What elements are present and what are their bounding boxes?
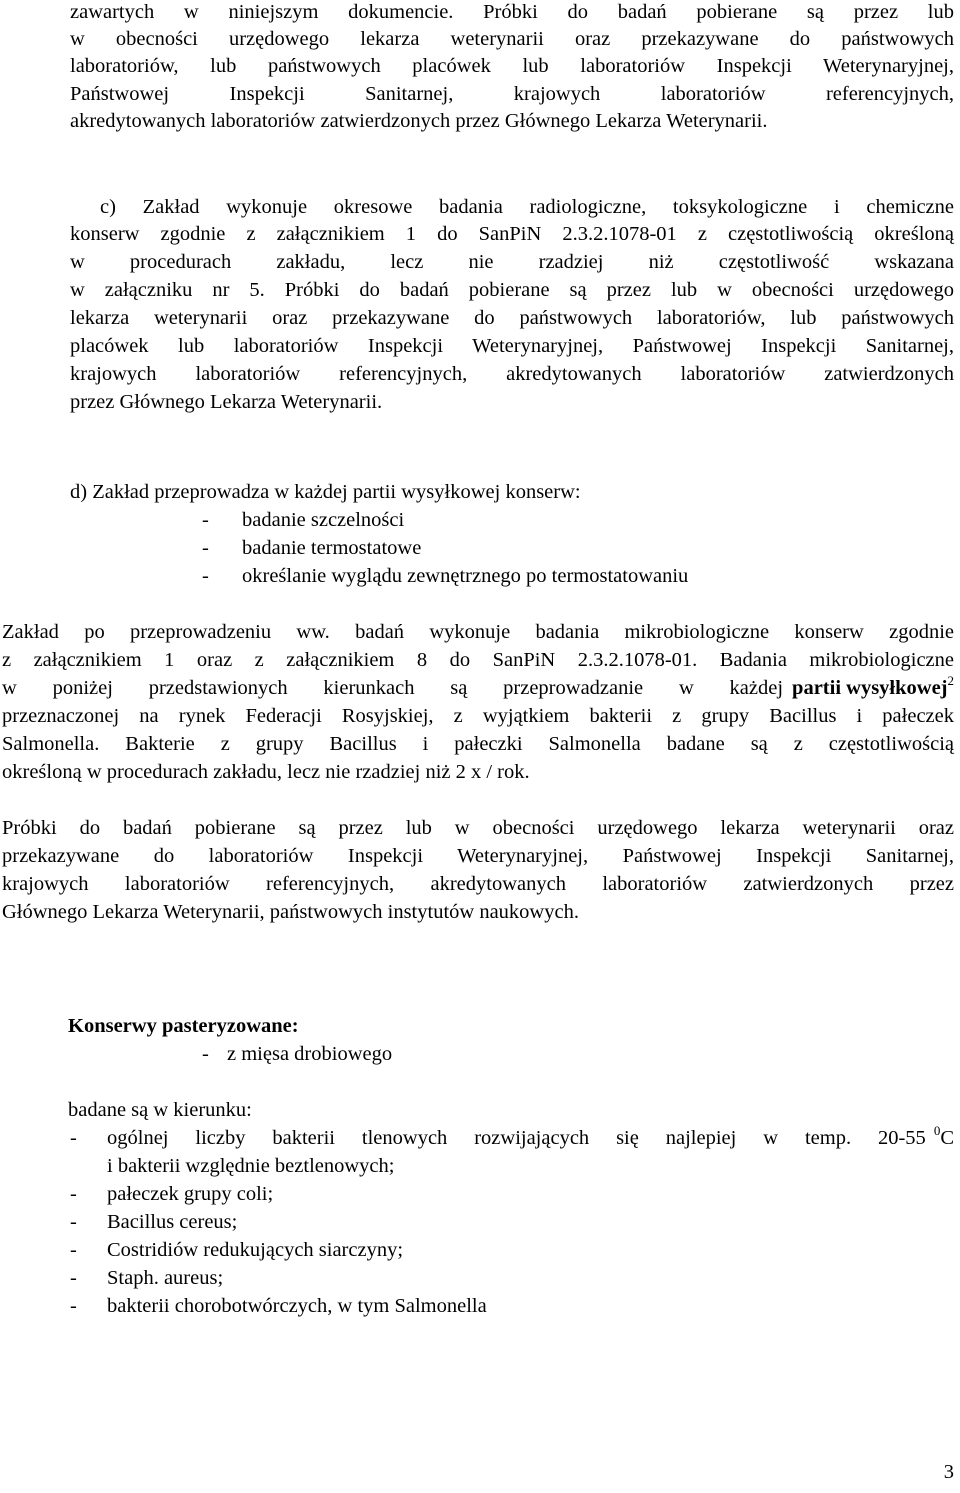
text-line: w procedurach zakładu, lecz nie rzadziej niż częstotliwość wskazana (70, 251, 954, 273)
text-line: przeznaczonej na rynek Federacji Rosyjskiej, z wyjątkiem bakterii z grupy Bacillus i pałeczek (2, 705, 954, 727)
list-dash: - (70, 1295, 77, 1317)
list-dash: - (202, 1043, 209, 1065)
text-line: przekazywane do laboratoriów Inspekcji Weterynaryjnej, Państwowej Inspekcji Sanitarnej, (2, 845, 954, 867)
unit-group (933, 1123, 954, 1149)
text-segment: ogólnej liczby bakterii tlenowych rozwijających się najlepiej w temp. 20-55 (107, 1127, 926, 1149)
footnote-marker: 2 (947, 673, 954, 688)
text-line (2, 673, 954, 699)
list-dash: - (202, 509, 209, 531)
section-heading: Konserwy pasteryzowane: (68, 1015, 299, 1037)
list-item-text: określanie wyglądu zewnętrznego po termostatowaniu (242, 565, 689, 587)
list-item-text: Bacillus cereus; (107, 1211, 238, 1233)
superscript: 0 (933, 1123, 941, 1138)
text-line: lekarza weterynarii oraz przekazywane do państwowych laboratoriów, lub państwowych (70, 307, 954, 329)
list-item-text: i bakterii względnie beztlenowych; (107, 1155, 395, 1177)
bold-text: partii wysyłkowej (792, 677, 948, 699)
list-item-text: bakterii chorobotwórczych, w tym Salmonella (107, 1295, 487, 1317)
text-line: krajowych laboratoriów referencyjnych, akredytowanych laboratoriów zatwierdzonych (70, 363, 954, 385)
text-line: laboratoriów, lub państwowych placówek lub laboratoriów Inspekcji Weterynaryjnej, (70, 55, 954, 77)
list-item-text: badanie szczelności (242, 509, 405, 531)
text-line: badane są w kierunku: (68, 1099, 252, 1121)
text-line: Próbki do badań pobierane są przez lub w obecności urzędowego lekarza weterynarii oraz (2, 817, 954, 839)
text-line: określoną w procedurach zakładu, lecz nie rzadziej niż 2 x / rok. (2, 761, 530, 783)
list-dash: - (70, 1267, 77, 1289)
text-line: z załącznikiem 1 oraz z załącznikiem 8 do SanPiN 2.3.2.1078-01. Badania mikrobiologiczne (2, 649, 954, 671)
list-item-text: badanie termostatowe (242, 537, 422, 559)
text-line: akredytowanych laboratoriów zatwierdzonych przez Głównego Lekarza Weterynarii. (70, 110, 768, 132)
text-line: c) Zakład wykonuje okresowe badania radiologiczne, toksykologiczne i chemiczne (100, 196, 954, 218)
list-dash: - (70, 1211, 77, 1233)
list-item-text: Costridiów redukujących siarczyny; (107, 1239, 404, 1261)
text-line: d) Zakład przeprowadza w każdej partii wysyłkowej konserw: (70, 481, 581, 503)
list-item-text: pałeczek grupy coli; (107, 1183, 274, 1205)
text-line: zawartych w niniejszym dokumencie. Próbki do badań pobierane są przez lub (70, 1, 954, 23)
text-line: placówek lub laboratoriów Inspekcji Weterynaryjnej, Państwowej Inspekcji Sanitarnej, (70, 335, 954, 357)
text-line: Państwowej Inspekcji Sanitarnej, krajowych laboratoriów referencyjnych, (70, 83, 954, 105)
list-dash: - (70, 1183, 77, 1205)
list-dash: - (202, 565, 209, 587)
list-item-text (107, 1123, 954, 1149)
text-segment: w poniżej przedstawionych kierunkach są przeprowadzanie w każdej (2, 677, 784, 699)
list-item-text: Staph. aureus; (107, 1267, 224, 1289)
list-dash: - (202, 537, 209, 559)
emphasis-group (792, 673, 954, 699)
text-line: Salmonella. Bakterie z grupy Bacillus i pałeczki Salmonella badane są z częstotliwością (2, 733, 954, 755)
text-line: Głównego Lekarza Weterynarii, państwowych instytutów naukowych. (2, 901, 579, 923)
text-line: Zakład po przeprowadzeniu ww. badań wykonuje badania mikrobiologiczne konserw zgodnie (2, 621, 954, 643)
text-line: w załączniku nr 5. Próbki do badań pobierane są przez lub w obecności urzędowego (70, 279, 954, 301)
text-line: konserw zgodnie z załącznikiem 1 do SanPiN 2.3.2.1078-01 z częstotliwością określoną (70, 223, 954, 245)
list-dash: - (70, 1127, 77, 1149)
page-number: 3 (943, 1461, 954, 1483)
text-line: przez Głównego Lekarza Weterynarii. (70, 391, 383, 413)
list-item-text: z mięsa drobiowego (227, 1043, 393, 1065)
unit: C (940, 1127, 954, 1149)
text-line: w obecności urzędowego lekarza weterynarii oraz przekazywane do państwowych (70, 28, 954, 50)
text-line: krajowych laboratoriów referencyjnych, akredytowanych laboratoriów zatwierdzonych przez (2, 873, 954, 895)
list-dash: - (70, 1239, 77, 1261)
